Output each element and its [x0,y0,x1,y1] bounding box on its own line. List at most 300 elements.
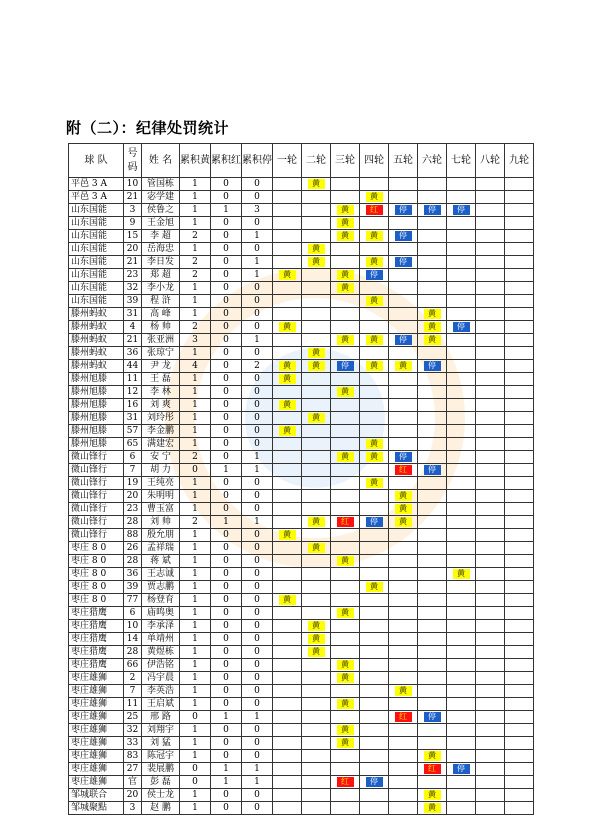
name-cell: 贾志鹏 [142,581,180,594]
cum-suspend-cell: 0 [242,347,273,360]
round-4-cell [360,178,389,191]
round-8-cell [476,204,505,217]
name-cell: 郑 超 [142,269,180,282]
round-5-cell [389,425,418,438]
name-cell: 朱明明 [142,490,180,503]
round-9-cell [505,399,534,412]
round-3-cell [331,789,360,802]
table-row [69,425,534,438]
suspension-mark: 停 [424,361,441,371]
yellow-card-mark: 黄 [337,231,354,241]
round-8-cell [476,256,505,269]
cum-red-cell: 0 [211,308,242,321]
discipline-table [68,143,534,815]
round-3-cell [331,802,360,815]
round-5-cell [389,568,418,581]
round-6-cell [418,386,447,399]
cum-suspend-cell: 0 [242,672,273,685]
table-row [69,490,534,503]
number-cell: 36 [124,568,142,581]
cum-yellow-cell: 1 [180,347,211,360]
round-7-cell [447,607,476,620]
round-9-cell [505,360,534,373]
round-4-cell [360,230,389,243]
yellow-card-mark: 黄 [337,270,354,280]
cum-suspend-cell: 0 [242,399,273,412]
round-9-cell [505,503,534,516]
yellow-card-mark: 黄 [308,413,325,423]
team-cell: 枣庄雄狮 [69,711,124,724]
number-cell: 6 [124,607,142,620]
round-9-cell [505,776,534,789]
round-9-cell [505,386,534,399]
header-row [69,144,534,178]
round-6-cell [418,425,447,438]
cum-yellow-cell: 1 [180,620,211,633]
round-9-cell [505,698,534,711]
cum-yellow-cell: 1 [180,373,211,386]
round-2-cell [302,516,331,529]
yellow-card-mark: 黄 [337,452,354,462]
round-8-cell [476,178,505,191]
round-1-cell [273,464,302,477]
round-8-cell [476,282,505,295]
round-4-cell [360,425,389,438]
round-2-cell [302,698,331,711]
round-8-cell [476,607,505,620]
yellow-card-mark: 黄 [279,270,296,280]
cum-red-cell: 0 [211,191,242,204]
round-3-cell [331,633,360,646]
table-row [69,243,534,256]
round-9-cell [505,659,534,672]
round-1-cell [273,698,302,711]
yellow-card-mark: 黄 [366,192,383,202]
cum-yellow-cell: 1 [180,724,211,737]
yellow-card-mark: 黄 [395,361,412,371]
round-6-cell [418,542,447,555]
round-5-cell [389,282,418,295]
number-cell: 65 [124,438,142,451]
number-cell: 9 [124,217,142,230]
team-cell: 枣庄 8 0 [69,581,124,594]
round-9-cell [505,789,534,802]
cum-red-cell: 0 [211,685,242,698]
round-3-cell [331,230,360,243]
round-1-cell [273,685,302,698]
cum-suspend-cell: 0 [242,724,273,737]
cum-suspend-cell: 0 [242,568,273,581]
round-4-cell [360,269,389,282]
name-cell: 尹 龙 [142,360,180,373]
name-cell: 彭 磊 [142,776,180,789]
cum-yellow-cell: 2 [180,321,211,334]
round-3-cell [331,204,360,217]
round-8-cell [476,555,505,568]
cum-red-cell: 0 [211,789,242,802]
cum-suspend-cell: 0 [242,178,273,191]
round-5-cell [389,529,418,542]
round-9-cell [505,230,534,243]
number-cell: 官 [124,776,142,789]
cum-suspend-cell: 0 [242,633,273,646]
table-row [69,698,534,711]
round-4-cell [360,399,389,412]
round-7-cell [447,737,476,750]
yellow-card-mark: 黄 [337,283,354,293]
round-4-cell [360,295,389,308]
round-8-cell [476,568,505,581]
round-1-cell [273,789,302,802]
number-cell: 10 [124,178,142,191]
round-8-cell [476,412,505,425]
round-2-cell [302,711,331,724]
cum-yellow-cell: 1 [180,750,211,763]
round-8-cell [476,217,505,230]
cum-yellow-cell: 1 [180,191,211,204]
table-row [69,334,534,347]
number-cell: 19 [124,477,142,490]
round-1-cell [273,386,302,399]
round-6-cell [418,412,447,425]
cum-red-cell: 0 [211,646,242,659]
round-8-cell [476,646,505,659]
cum-yellow-cell: 1 [180,217,211,230]
cum-red-cell: 0 [211,490,242,503]
cum-yellow-cell: 2 [180,451,211,464]
yellow-card-mark: 黄 [337,556,354,566]
team-cell: 滕州旭滕 [69,425,124,438]
round-7-cell [447,698,476,711]
number-cell: 25 [124,711,142,724]
round-8-cell [476,360,505,373]
round-4-cell [360,737,389,750]
cum-suspend-cell: 0 [242,490,273,503]
yellow-card-mark: 黄 [308,543,325,553]
round-3-cell [331,607,360,620]
cum-suspend-cell: 0 [242,503,273,516]
name-cell: 刘 帅 [142,516,180,529]
number-cell: 77 [124,594,142,607]
number-cell: 31 [124,412,142,425]
round-1-cell [273,555,302,568]
yellow-card-mark: 黄 [337,335,354,345]
cum-yellow-cell: 1 [180,529,211,542]
number-cell: 21 [124,256,142,269]
round-7-cell [447,204,476,217]
round-5-cell [389,438,418,451]
round-5-cell [389,646,418,659]
cum-yellow-cell: 1 [180,581,211,594]
round-2-cell [302,204,331,217]
cum-suspend-cell: 1 [242,711,273,724]
name-cell: 杨 帅 [142,321,180,334]
cum-red-cell: 0 [211,399,242,412]
team-cell: 微山锋行 [69,490,124,503]
yellow-card-mark: 黄 [308,517,325,527]
name-cell: 刘 猛 [142,737,180,750]
round-2-cell [302,763,331,776]
yellow-card-mark: 黄 [337,387,354,397]
round-4-cell [360,256,389,269]
round-6-cell [418,581,447,594]
team-cell: 微山锋行 [69,464,124,477]
round-6-cell [418,607,447,620]
round-2-cell [302,542,331,555]
header-round-3: 三轮 [331,144,360,178]
table-row [69,256,534,269]
round-1-cell [273,802,302,815]
name-cell: 管国栋 [142,178,180,191]
red-card-mark: 红 [424,764,441,774]
table-row [69,646,534,659]
cum-red-cell: 0 [211,451,242,464]
round-8-cell [476,399,505,412]
round-5-cell [389,620,418,633]
round-7-cell [447,620,476,633]
cum-suspend-cell: 2 [242,360,273,373]
round-8-cell [476,711,505,724]
round-5-cell [389,464,418,477]
round-1-cell [273,646,302,659]
round-1-cell [273,217,302,230]
round-8-cell [476,295,505,308]
round-6-cell [418,750,447,763]
round-2-cell [302,425,331,438]
team-cell: 微山锋行 [69,451,124,464]
table-row [69,607,534,620]
yellow-card-mark: 黄 [395,504,412,514]
round-7-cell [447,451,476,464]
round-4-cell [360,581,389,594]
suspension-mark: 停 [337,361,354,371]
round-7-cell [447,386,476,399]
header-round-7: 七轮 [447,144,476,178]
round-7-cell [447,191,476,204]
cum-suspend-cell: 1 [242,763,273,776]
number-cell: 32 [124,282,142,295]
number-cell: 36 [124,347,142,360]
team-cell: 山东国能 [69,243,124,256]
round-6-cell [418,737,447,750]
cum-yellow-cell: 1 [180,659,211,672]
yellow-card-mark: 黄 [279,595,296,605]
table-row [69,464,534,477]
table-row [69,191,534,204]
round-7-cell [447,750,476,763]
yellow-card-mark: 黄 [395,686,412,696]
round-4-cell [360,711,389,724]
round-8-cell [476,685,505,698]
name-cell: 王纯亮 [142,477,180,490]
round-6-cell [418,347,447,360]
name-cell: 宓学建 [142,191,180,204]
number-cell: 28 [124,555,142,568]
round-8-cell [476,529,505,542]
round-8-cell [476,334,505,347]
round-8-cell [476,464,505,477]
round-7-cell [447,516,476,529]
team-cell: 枣庄 8 0 [69,594,124,607]
table-row [69,581,534,594]
round-9-cell [505,750,534,763]
suspension-mark: 停 [453,764,470,774]
round-7-cell [447,347,476,360]
round-5-cell [389,269,418,282]
cum-suspend-cell: 1 [242,230,273,243]
round-4-cell [360,776,389,789]
round-4-cell [360,802,389,815]
name-cell: 冯宇晨 [142,672,180,685]
cum-yellow-cell: 1 [180,438,211,451]
cum-red-cell: 0 [211,568,242,581]
number-cell: 11 [124,373,142,386]
cum-yellow-cell: 1 [180,594,211,607]
round-8-cell [476,308,505,321]
round-9-cell [505,282,534,295]
round-6-cell [418,464,447,477]
round-2-cell [302,230,331,243]
name-cell: 王启斌 [142,698,180,711]
round-6-cell [418,308,447,321]
round-6-cell [418,646,447,659]
round-2-cell [302,321,331,334]
cum-red-cell: 0 [211,334,242,347]
table-row [69,360,534,373]
header-round-5: 五轮 [389,144,418,178]
table-row [69,503,534,516]
round-5-cell [389,321,418,334]
round-4-cell [360,594,389,607]
cum-suspend-cell: 0 [242,555,273,568]
team-cell: 枣庄雄狮 [69,776,124,789]
header-round-1: 一轮 [273,144,302,178]
round-2-cell [302,490,331,503]
round-3-cell [331,659,360,672]
cum-suspend-cell: 3 [242,204,273,217]
round-3-cell [331,451,360,464]
round-9-cell [505,334,534,347]
round-3-cell [331,724,360,737]
round-1-cell [273,724,302,737]
table-row [69,724,534,737]
round-5-cell [389,685,418,698]
yellow-card-mark: 黄 [366,361,383,371]
team-cell: 枣庄猎鹰 [69,646,124,659]
round-6-cell [418,685,447,698]
round-3-cell [331,308,360,321]
header-team: 球 队 [69,144,124,178]
cum-suspend-cell: 1 [242,334,273,347]
round-1-cell [273,737,302,750]
cum-red-cell: 0 [211,750,242,763]
name-cell: 孟祥瑞 [142,542,180,555]
round-9-cell [505,451,534,464]
round-5-cell [389,698,418,711]
round-2-cell [302,555,331,568]
round-3-cell [331,620,360,633]
round-6-cell [418,230,447,243]
round-2-cell [302,308,331,321]
round-1-cell [273,399,302,412]
round-2-cell [302,386,331,399]
suspension-mark: 停 [424,205,441,215]
round-9-cell [505,373,534,386]
round-1-cell [273,529,302,542]
number-cell: 57 [124,425,142,438]
table-row [69,373,534,386]
table-row [69,399,534,412]
suspension-mark: 停 [424,712,441,722]
cum-red-cell: 0 [211,607,242,620]
cum-suspend-cell: 0 [242,295,273,308]
round-7-cell [447,503,476,516]
cum-suspend-cell: 0 [242,659,273,672]
yellow-card-mark: 黄 [366,452,383,462]
round-6-cell [418,438,447,451]
round-7-cell [447,568,476,581]
cum-yellow-cell: 1 [180,386,211,399]
table-row [69,542,534,555]
round-2-cell [302,620,331,633]
table-row [69,763,534,776]
round-7-cell [447,217,476,230]
number-cell: 23 [124,503,142,516]
yellow-card-mark: 黄 [308,647,325,657]
round-9-cell [505,204,534,217]
round-5-cell [389,776,418,789]
round-1-cell [273,672,302,685]
round-8-cell [476,763,505,776]
round-8-cell [476,347,505,360]
round-3-cell [331,776,360,789]
round-4-cell [360,464,389,477]
yellow-card-mark: 黄 [424,803,441,813]
cum-red-cell: 1 [211,776,242,789]
round-3-cell [331,503,360,516]
round-5-cell [389,243,418,256]
round-4-cell [360,451,389,464]
round-6-cell [418,529,447,542]
header-round-9: 九轮 [505,144,534,178]
cum-red-cell: 0 [211,243,242,256]
red-card-mark: 红 [395,712,412,722]
team-cell: 山东国能 [69,282,124,295]
header-cum-red: 累积红 [211,144,242,178]
round-4-cell [360,490,389,503]
round-5-cell [389,633,418,646]
round-7-cell [447,555,476,568]
cum-suspend-cell: 0 [242,581,273,594]
name-cell: 安 宁 [142,451,180,464]
cum-red-cell: 0 [211,477,242,490]
round-9-cell [505,607,534,620]
yellow-card-mark: 黄 [337,205,354,215]
table-row [69,555,534,568]
round-2-cell [302,295,331,308]
round-5-cell [389,581,418,594]
name-cell: 满建宏 [142,438,180,451]
cum-red-cell: 0 [211,321,242,334]
cum-red-cell: 0 [211,672,242,685]
header-round-2: 二轮 [302,144,331,178]
round-5-cell [389,477,418,490]
number-cell: 12 [124,386,142,399]
round-5-cell [389,711,418,724]
table-row [69,672,534,685]
round-9-cell [505,685,534,698]
round-8-cell [476,802,505,815]
